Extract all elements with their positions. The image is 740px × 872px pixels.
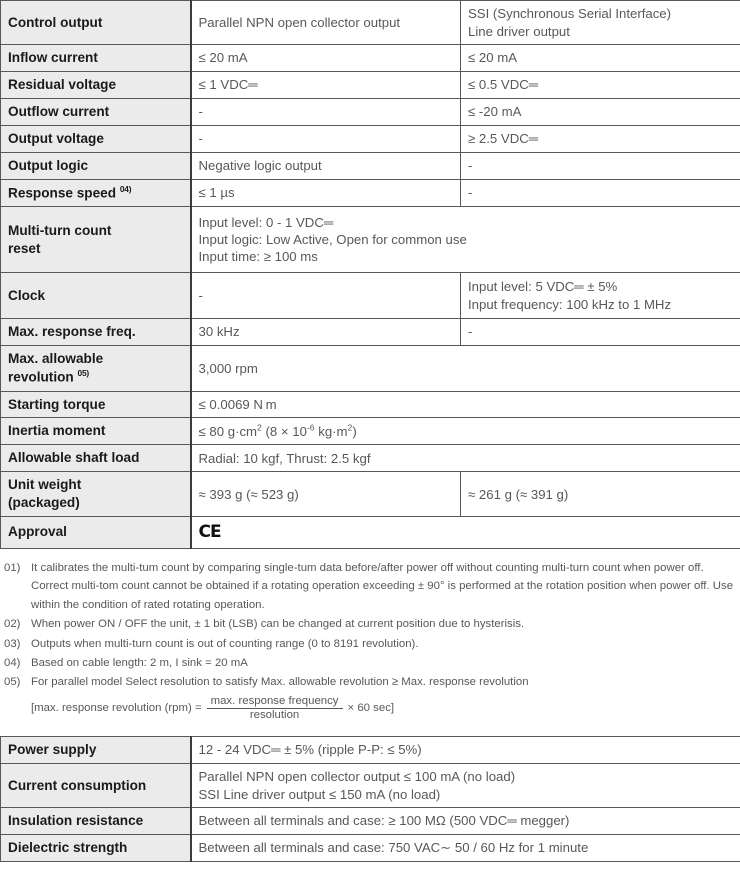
bottom-spec-table-body [1,737,740,862]
spec-row-label: Inflow current [1,45,191,72]
spec-row-label: Allowable shaft load [1,445,191,472]
spec-row [1,71,740,98]
spec-row-value: Radial: 10 kgf, Thrust: 2.5 kgf [191,445,740,472]
spec-row-value: ≈ 393 g (≈ 523 g) [191,472,461,517]
spec-row [1,835,740,862]
spec-row-value: ≤ 0.0069 N m [191,391,740,418]
spec-row-value: Parallel NPN open collector output [191,1,461,45]
spec-row [1,346,740,391]
spec-row-value: ≤ 1 VDC═ [191,71,461,98]
spec-row-label: Starting torque [1,391,191,418]
spec-row-label: Output logic [1,152,191,179]
spec-row [1,1,740,45]
spec-row-value: Between all terminals and case: ≥ 100 MΩ (500 VDC═ megger) [191,808,740,835]
spec-row-label: Max. response freq. [1,319,191,346]
bottom-spec-table [0,736,740,862]
footnote-ref: 05) [77,368,90,379]
footnote-item [4,673,738,691]
spec-row-value: ≤ -20 mA [461,98,740,125]
spec-row-label: Insulation resistance [1,808,191,835]
footnote-number: 03) [4,637,21,650]
spec-row-label: Power supply [1,737,191,764]
spec-row-value: - [461,152,740,179]
formula-tail: × 60 sec] [347,702,395,715]
spec-row-value: 30 kHz [191,319,461,346]
inertia-value: ≤ 80 $g\cdot cm^2$ ($8 \times 10^{-6}$ $kg\cdot m^2$) [198,422,357,439]
spec-row [1,273,740,319]
spec-row-label: Multi-turn count reset [1,207,191,273]
footnote-item [4,615,738,633]
ce-mark-icon: CE [198,522,221,543]
footnote-number: 05) [4,676,21,689]
spec-row-value: - [461,179,740,206]
footnote-number: 04) [4,656,21,669]
spec-row [1,152,740,179]
spec-row-label: Current consumption [1,764,191,808]
spec-row-value: 12 - 24 VDC═ ± 5% (ripple P-P: ≤ 5%) [191,737,740,764]
spec-row-label: Max. allowable revolution $^{05)}$ [1,346,191,391]
footnote-number: 01) [4,561,21,574]
spec-row-value: Input level: 0 - 1 VDC═ Input logic: Low Active, Open for common use Input time: ≥ 100 ms [191,207,740,273]
formula-numerator: max. response frequency [207,695,343,709]
table-separator-gap [0,726,740,736]
spec-row-value [191,418,740,445]
spec-row [1,98,740,125]
spec-row-value: Input level: 5 VDC═ ± 5% Input frequency: 100 kHz to 1 MHz [461,273,740,319]
spec-row-label: Residual voltage [1,71,191,98]
max-response-revolution-formula [4,695,738,722]
formula-lead: [max. response revolution (rpm) = [31,702,202,715]
spec-row-value: Parallel NPN open collector output ≤ 100 mA (no load) SSI Line driver output ≤ 150 mA (no load) [191,764,740,808]
spec-row [1,179,740,206]
spec-row-value: ≥ 2.5 VDC═ [461,125,740,152]
spec-row [1,737,740,764]
spec-row [1,207,740,273]
spec-row [1,319,740,346]
spec-row-label: Clock [1,273,191,319]
footnote-text: Outputs when multi-turn count is out of counting range (0 to 8191 revolution). [31,637,419,650]
spec-row-value: ≤ 1 µs [191,179,461,206]
footnotes-list [4,559,738,692]
spec-row-label: Unit weight (packaged) [1,472,191,517]
spec-row-value: SSI (Synchronous Serial Interface) Line driver output [461,1,740,45]
footnote-number: 02) [4,618,21,631]
footnote-item [4,654,738,672]
spec-row-value: ≈ 261 g (≈ 391 g) [461,472,740,517]
spec-row-value: Negative logic output [191,152,461,179]
spec-row-value: - [191,273,461,319]
spec-row-label: Response speed $^{04)}$ [1,179,191,206]
spec-row [1,472,740,517]
spec-row-value [191,517,740,548]
spec-row [1,445,740,472]
main-spec-table-body [1,1,740,549]
footnote-ref: 04) [119,183,132,194]
spec-row-label: Output voltage [1,125,191,152]
spec-row-value: Between all terminals and case: 750 VAC∼ 50 / 60 Hz for 1 minute [191,835,740,862]
spec-row-value: - [191,98,461,125]
footnote-text: When power ON / OFF the unit, ± 1 bit (LSB) can be changed at current position due to hysterisis. [31,618,525,631]
spec-row [1,418,740,445]
footnote-text: Based on cable length: 2 m, I sink = 20 mA [31,656,248,669]
footnote-item [4,635,738,653]
spec-row-value: - [191,125,461,152]
footnote-item [4,559,738,614]
spec-row-label: Dielectric strength [1,835,191,862]
spec-row-value: - [461,319,740,346]
footnote-text: For parallel model Select resolution to satisfy Max. allowable revolution ≥ Max. response revolution [31,676,529,689]
spec-row-value: ≤ 20 mA [461,45,740,72]
spec-row-value: ≤ 0.5 VDC═ [461,71,740,98]
formula-denominator: resolution [249,709,300,722]
spec-row [1,125,740,152]
formula-fraction [207,695,343,722]
spec-row-label: Outflow current [1,98,191,125]
spec-row-label: Approval [1,517,191,548]
spec-row-label: Control output [1,1,191,45]
spec-row-value: ≤ 20 mA [191,45,461,72]
spec-row [1,391,740,418]
spec-row [1,808,740,835]
spec-row [1,764,740,808]
footnote-text: It calibrates the multi-tum count by comparing single-tum data before/after power off without counting multi-turn count when power off. Correct multi-tom count cannot be obtained if a rotating operation exceeding ± 90° is performed at the rotation position when power off. Use within the condition of rated rotating operation. [31,561,734,611]
spec-row [1,517,740,548]
spec-row-label: Inertia moment [1,418,191,445]
spec-row-value: 3,000 rpm [191,346,740,391]
footnotes-block [0,549,740,727]
spec-row [1,45,740,72]
